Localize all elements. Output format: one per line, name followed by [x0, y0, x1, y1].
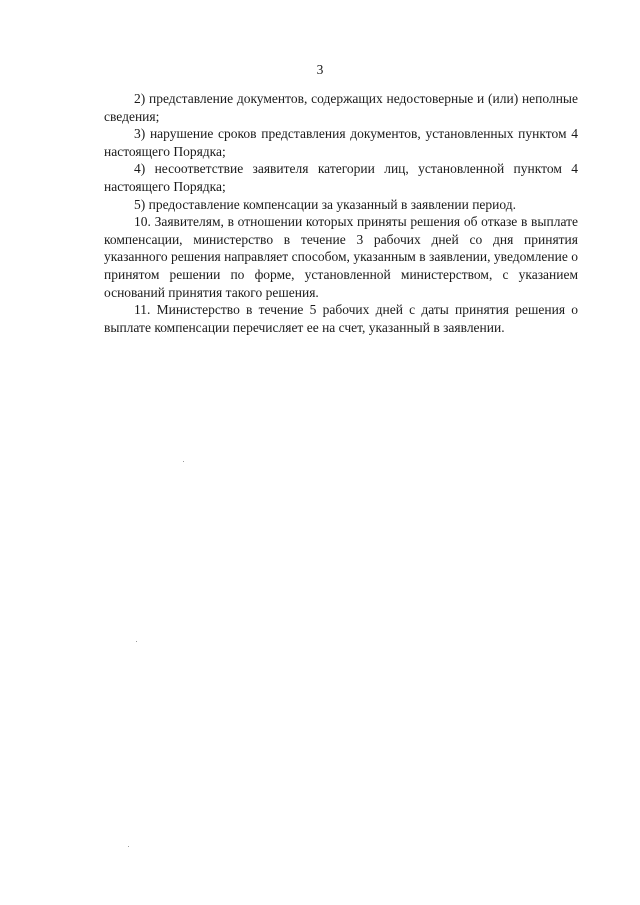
list-item-2: 2) представление документов, содержащих недостоверные и (или) неполные сведения;	[104, 91, 578, 124]
scan-speck	[183, 461, 184, 462]
list-item-3: 3) нарушение сроков представления документов, установленных пунктом 4 настоящего Порядка;	[104, 126, 578, 159]
scan-speck	[136, 641, 137, 642]
paragraph-10: 10. Заявителям, в отношении которых приняты решения об отказе в выплате компенсации, министерство в течение 3 рабочих дней со дня принятия указанного решения направляет способом, указанным в заявлении, уведомление о принятом решении по форме, установленной министерством, с указанием оснований принятия такого решения.	[104, 214, 578, 300]
list-item-5: 5) предоставление компенсации за указанный в заявлении период.	[134, 196, 516, 212]
page-number: 3	[316, 62, 324, 77]
document-body	[104, 90, 578, 336]
list-item-4: 4) несоответствие заявителя категории лиц, установленной пунктом 4 настоящего Порядка;	[104, 161, 578, 194]
scan-speck	[128, 846, 129, 847]
paragraph-11: 11. Министерство в течение 5 рабочих дней с даты принятия решения о выплате компенсации перечисляет ее на счет, указанный в заявлении.	[104, 302, 578, 335]
